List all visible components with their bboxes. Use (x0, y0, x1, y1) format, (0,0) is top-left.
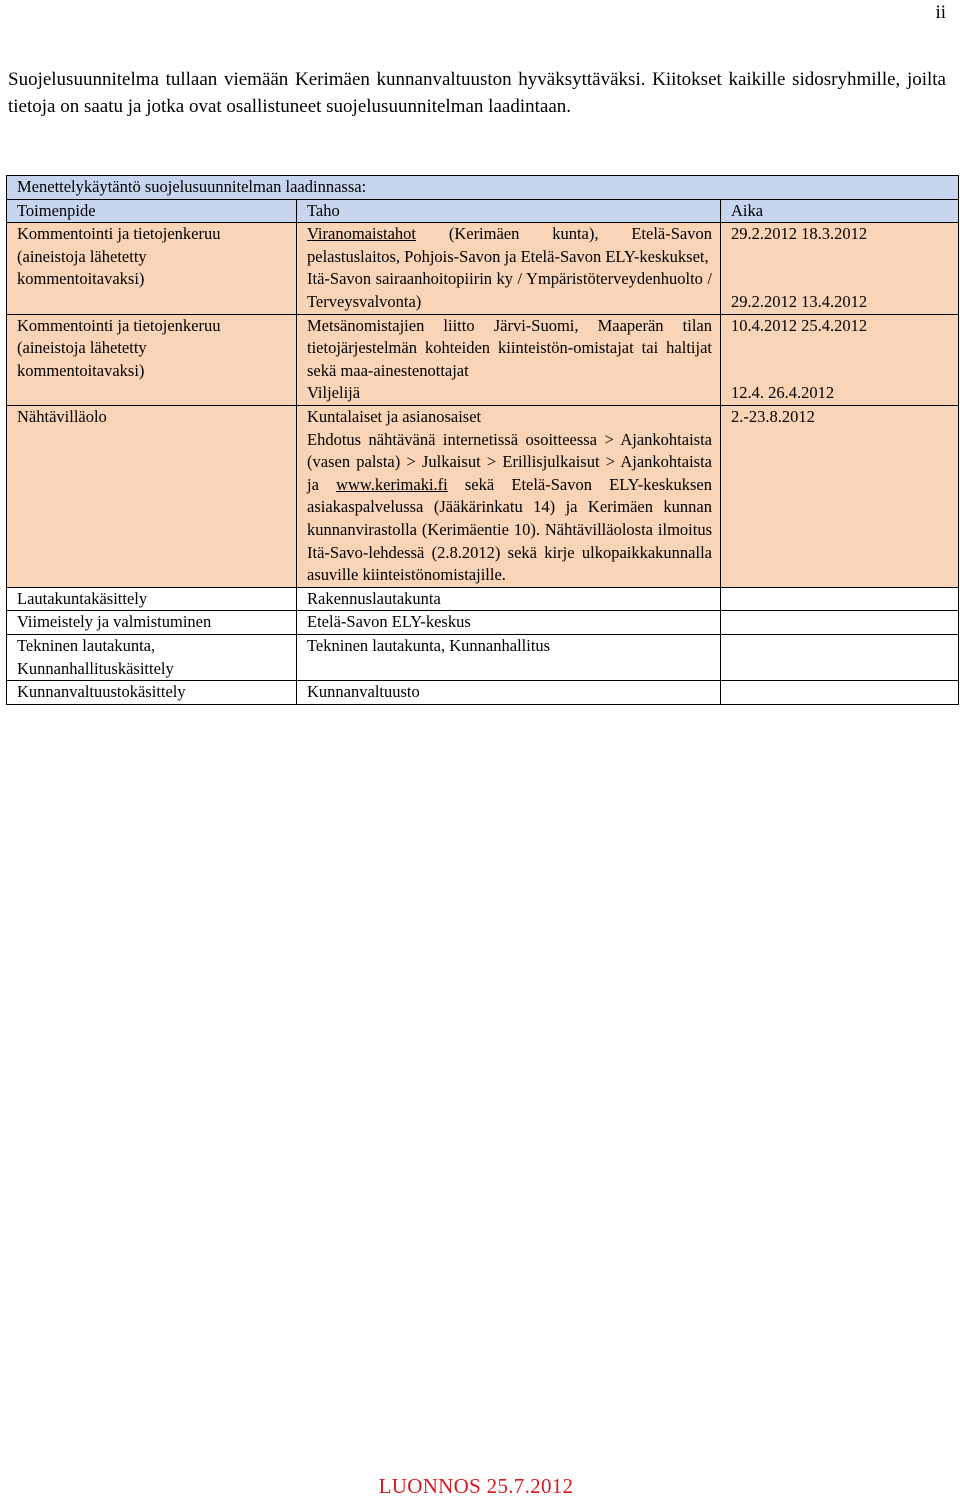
toimenpide-line: kommentoitavaksi) (17, 360, 145, 380)
table-row (7, 223, 959, 314)
aika-cell (721, 634, 959, 680)
table-caption: Menettelykäytäntö suojelusuunnitelman laadinnassa: (7, 176, 959, 200)
table-row (7, 405, 959, 587)
aika-cell (721, 314, 959, 405)
toimenpide-cell (7, 314, 297, 405)
taho-text: Kuntalaiset ja asianosaiset (307, 406, 482, 426)
table-row (7, 611, 959, 635)
toimenpide-cell (7, 634, 297, 680)
toimenpide-line: kommentoitavaksi) (17, 269, 145, 289)
taho-text: Metsänomistajien liitto Järvi-Suomi, Maaperän tilan tietojärjestelmän kohteiden kiinteistön-omistajat tai haltijat sekä maa-ainestenottajat (307, 315, 712, 380)
toimenpide-line: Kunnanhallituskäsittely (17, 658, 174, 678)
toimenpide-line: (aineistoja lähetetty (17, 246, 147, 266)
taho-cell (297, 314, 721, 405)
table-row (7, 681, 959, 705)
aika-value: 29.2.2012 13.4.2012 (731, 291, 868, 311)
aika-value: 12.4. 26.4.2012 (731, 383, 835, 403)
toimenpide-cell: Nähtävilläolo (7, 405, 297, 587)
toimenpide-line: Kommentointi ja tietojenkeruu (17, 224, 221, 244)
taho-cell: Rakennuslautakunta (297, 587, 721, 611)
table-row (7, 314, 959, 405)
taho-cell: Kunnanvaltuusto (297, 681, 721, 705)
page-number: ii (935, 2, 946, 23)
header-taho: Taho (297, 199, 721, 223)
aika-cell: 2.-23.8.2012 (721, 405, 959, 587)
taho-cell (297, 223, 721, 314)
table-row (7, 634, 959, 680)
table-header-row (7, 199, 959, 223)
toimenpide-cell: Viimeistely ja valmistuminen (7, 611, 297, 635)
aika-cell (721, 223, 959, 314)
toimenpide-line: (aineistoja lähetetty (17, 338, 147, 358)
toimenpide-cell (7, 223, 297, 314)
aika-value: 10.4.2012 25.4.2012 (731, 315, 868, 335)
toimenpide-line: Kommentointi ja tietojenkeruu (17, 315, 221, 335)
taho-text: Viljelijä (307, 383, 361, 403)
taho-text: Itä-Savon sairaanhoitopiirin ky / Ympäristöterveydenhuolto / Terveysvalvonta) (307, 269, 712, 311)
taho-cell: Etelä-Savon ELY-keskus (297, 611, 721, 635)
toimenpide-cell: Lautakuntakäsittely (7, 587, 297, 611)
kerimaki-link[interactable]: www.kerimaki.fi (336, 474, 448, 494)
taho-text: sekä Etelä-Savon ELY-keskuksen asiakaspalvelussa (Jääkärinkatu 14) ja Kerimäen kunnan kunnanvirastolla (Kerimäentie 10). Nähtävilläolosta ilmoitus Itä-Savo-lehdessä (2.8.2012) sekä kirje ulkopaikkakunnalla asuville kiinteistönomistajille. (307, 474, 712, 585)
taho-text: Ehdotus nähtävänä internetissä osoitteessa > Ajankohtaista (vasen palsta) > Julkaisut > Erillisjulkaisut > Ajankohtaista ja (307, 429, 712, 494)
toimenpide-line: Tekninen lautakunta, (17, 635, 156, 655)
header-aika: Aika (721, 199, 959, 223)
table-row (7, 587, 959, 611)
table-caption-row (7, 176, 959, 200)
taho-text: (Kerimäen kunta), Etelä-Savon pelastuslaitos, Pohjois-Savon ja Etelä-Savon ELY-keskukset, (307, 224, 712, 266)
intro-paragraph: Suojelusuunnitelma tullaan viemään Kerimäen kunnanvaltuuston hyväksyttäväksi. Kiitokset kaikille sidosryhmille, joilta tietoja on saatu ja jotka ovat osallistuneet suojelusuunnitelman laadintaan. (8, 69, 946, 117)
taho-cell: Tekninen lautakunta, Kunnanhallitus (297, 634, 721, 680)
taho-cell (297, 405, 721, 587)
aika-cell (721, 587, 959, 611)
aika-cell (721, 611, 959, 635)
aika-cell (721, 681, 959, 705)
toimenpide-cell: Kunnanvaltuustokäsittely (7, 681, 297, 705)
draft-footer: LUONNOS 25.7.2012 (378, 1474, 574, 1498)
viranomaistahot-link[interactable]: Viranomaistahot (307, 224, 416, 244)
header-toimenpide: Toimenpide (7, 199, 297, 223)
procedure-table (6, 175, 959, 705)
aika-value: 29.2.2012 18.3.2012 (731, 224, 868, 244)
